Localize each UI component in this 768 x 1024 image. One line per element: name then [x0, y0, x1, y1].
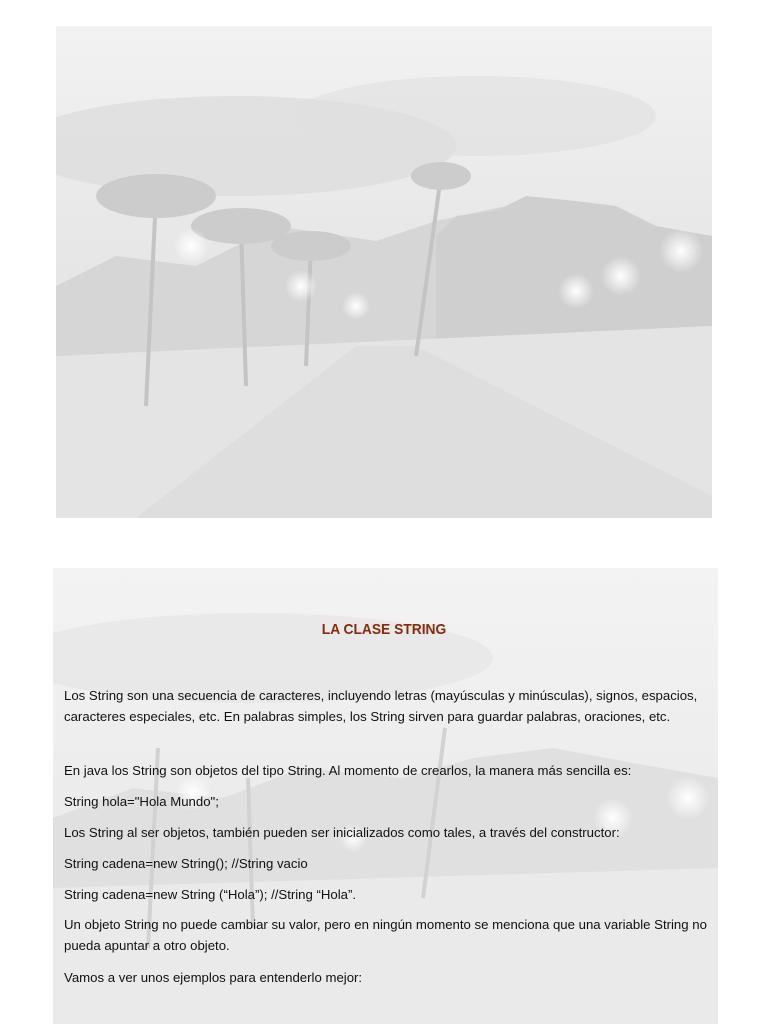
background-photo-top	[56, 26, 712, 518]
paragraph: Los String son una secuencia de caracteres, incluyendo letras (mayúsculas y minúsculas), signos, espacios, caracteres especiales, etc. En palabras simples, los String sirven para guardar palabras, oraciones, etc.	[64, 688, 698, 724]
paragraph: String cadena=new String(); //String vacio	[64, 856, 308, 871]
section-heading: LA CLASE STRING	[321, 621, 447, 638]
paragraph: Un objeto String no puede cambiar su valor, pero en ningún momento se menciona que una variable String no pueda apuntar a otro objeto.	[64, 917, 707, 953]
document-body	[64, 568, 714, 1024]
paragraph: Los String al ser objetos, también pueden ser inicializados como tales, a través del constructor:	[64, 825, 620, 840]
paragraph: En java los String son objetos del tipo String. Al momento de crearlos, la manera más sencilla es:	[64, 763, 632, 778]
paragraph: String cadena=new String (“Hola”); //String “Hola”.	[64, 887, 357, 902]
paragraph: String hola="Hola Mundo";	[64, 794, 219, 809]
paragraph: Vamos a ver unos ejemplos para entenderlo mejor:	[64, 970, 363, 985]
